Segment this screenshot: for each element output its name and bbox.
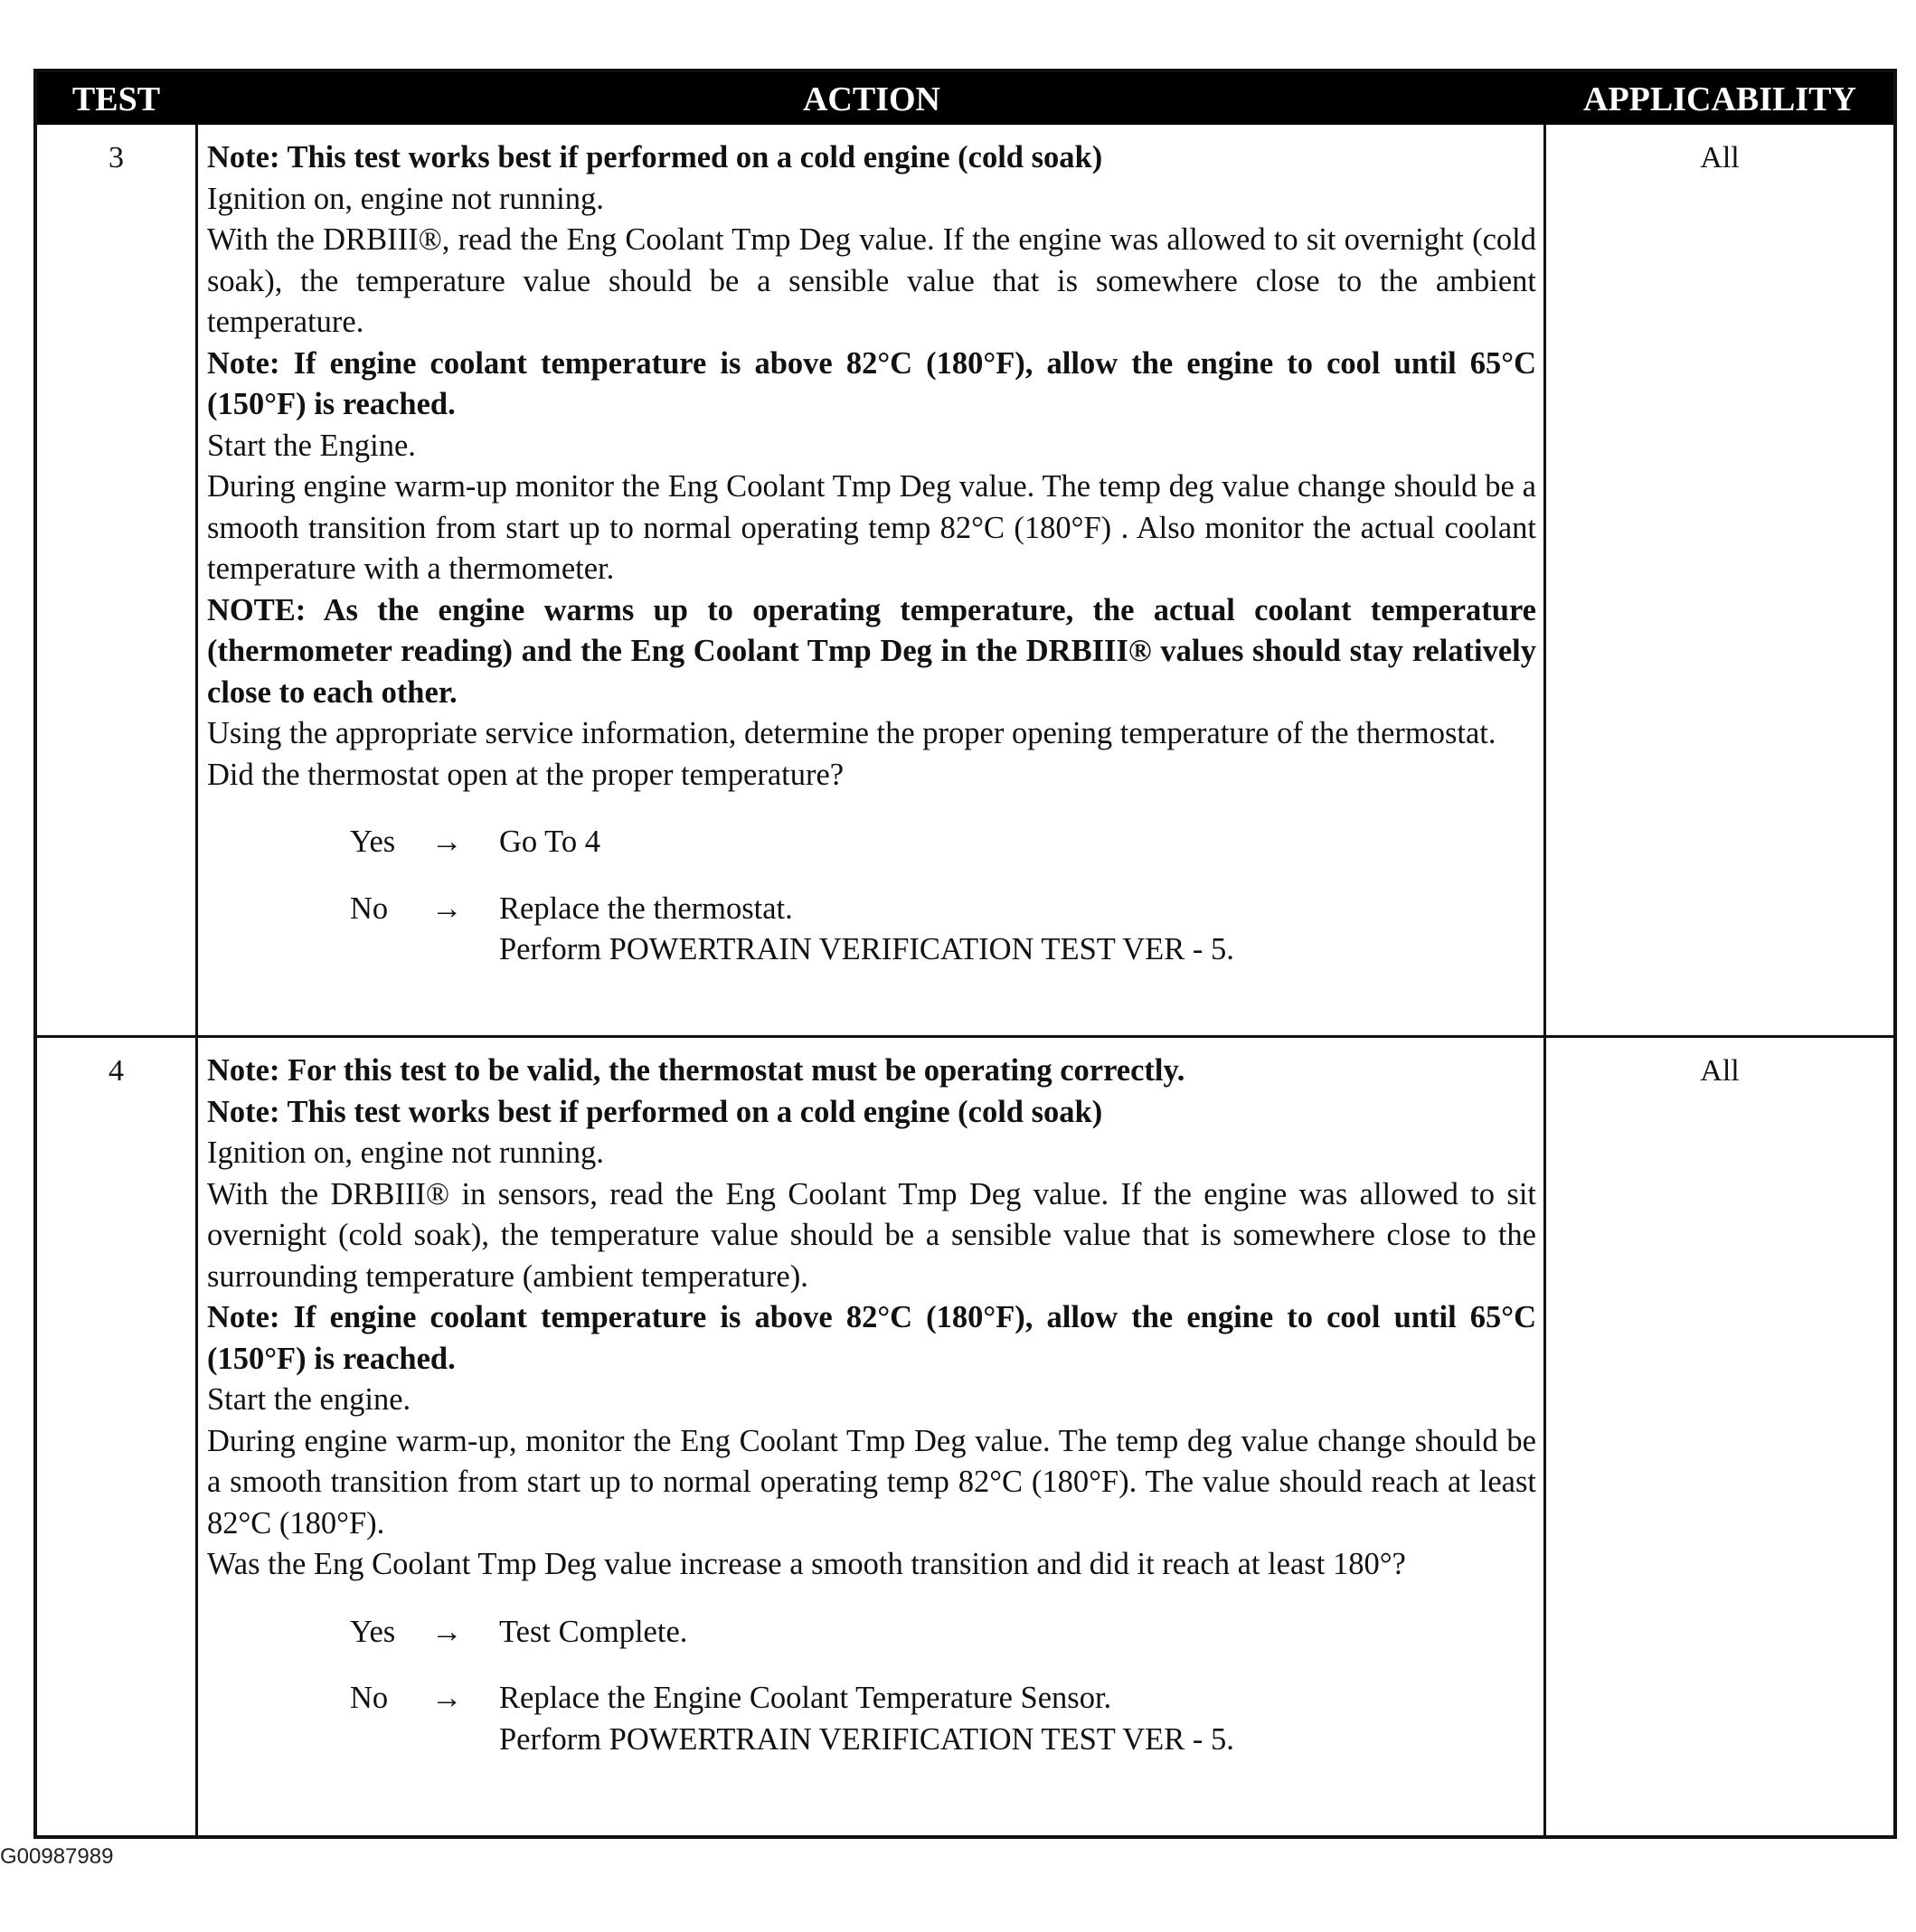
answer-result-line: Perform POWERTRAIN VERIFICATION TEST VER - 5. xyxy=(499,932,1234,966)
instruction-line: Was the Eng Coolant Tmp Deg value increase a smooth transition and did it reach at least 180°? xyxy=(207,1547,1406,1581)
test-number: 4 xyxy=(109,1054,124,1088)
answer-result-line: Replace the Engine Coolant Temperature Sensor. xyxy=(499,1681,1112,1715)
figure-id: G00987989 xyxy=(0,1844,114,1869)
instruction-line: Ignition on, engine not running. xyxy=(207,1136,604,1170)
header-action: ACTION xyxy=(802,80,941,118)
diagnostic-test-table xyxy=(33,69,1897,1839)
note-line: Note: If engine coolant temperature is above 82°C (180°F), allow the engine to cool until 65°C (150°F) is reached. xyxy=(207,345,1536,421)
answer-label: No xyxy=(350,1681,389,1715)
applicability-cell: All xyxy=(1700,1054,1740,1088)
note-line: Note: For this test to be valid, the thermostat must be operating correctly. xyxy=(207,1053,1185,1088)
answer-yes xyxy=(350,822,1536,863)
answer-result-line: Replace the thermostat. xyxy=(499,891,793,926)
test-number: 3 xyxy=(109,141,124,174)
answer-result-line: Go To 4 xyxy=(499,825,600,859)
instruction-line: With the DRBIII®, read the Eng Coolant Tmp Deg value. If the engine was allowed to sit overnight (cold soak), the temperature value should be a sensible value that is somewhere close to the ambient temperature. xyxy=(207,222,1536,339)
instruction-line: Did the thermostat open at the proper temperature? xyxy=(207,757,845,792)
instruction-line: Using the appropriate service information, determine the proper opening temperature of the thermostat. xyxy=(207,716,1496,750)
answer-result-line: Test Complete. xyxy=(499,1614,688,1649)
note-line: Note: This test works best if performed on a cold engine (cold soak) xyxy=(207,140,1103,174)
instruction-line: Start the engine. xyxy=(207,1382,411,1417)
answer-no xyxy=(350,1678,1536,1760)
arrow-right-icon: → xyxy=(431,1614,463,1649)
note-line: NOTE: As the engine warms up to operating temperature, the actual coolant temperature (thermometer reading) and the Eng Coolant Tmp Deg in the DRBIII® values should stay relatively close to each other. xyxy=(207,592,1536,710)
action-cell xyxy=(207,1051,1536,1786)
instruction-line: Start the Engine. xyxy=(207,428,416,463)
answer-result xyxy=(499,1678,1234,1760)
answer-label: No xyxy=(350,891,389,926)
instruction-line: With the DRBIII® in sensors, read the Eng Coolant Tmp Deg value. If the engine was allowed to sit overnight (cold soak), the temperature value should be a sensible value that is somewhere close to the surrounding temperature (ambient temperature). xyxy=(207,1176,1536,1294)
header-applicability: APPLICABILITY xyxy=(1583,80,1856,118)
table-header xyxy=(37,72,1893,125)
arrow-right-icon: → xyxy=(431,1681,463,1715)
answer-result-line: Perform POWERTRAIN VERIFICATION TEST VER - 5. xyxy=(499,1721,1234,1757)
note-line: Note: If engine coolant temperature is above 82°C (180°F), allow the engine to cool until 65°C (150°F) is reached. xyxy=(207,1300,1536,1376)
table-row xyxy=(37,125,1893,1035)
answer-result xyxy=(499,1612,687,1654)
note-line: Note: This test works best if performed on a cold engine (cold soak) xyxy=(207,1094,1103,1129)
answer-no xyxy=(350,889,1536,971)
answer-result xyxy=(499,822,600,863)
table-row xyxy=(37,1038,1893,1835)
action-text xyxy=(207,1051,1536,1586)
arrow-right-icon: → xyxy=(431,825,463,859)
answer-yes xyxy=(350,1612,1536,1654)
answer-label: Yes xyxy=(350,1614,396,1649)
answer-result xyxy=(499,889,1234,971)
action-text xyxy=(207,137,1536,796)
arrow-right-icon: → xyxy=(431,891,463,926)
instruction-line: Ignition on, engine not running. xyxy=(207,181,604,216)
instruction-line: During engine warm-up, monitor the Eng Coolant Tmp Deg value. The temp deg value change should be a smooth transition from start up to normal operating temp 82°C (180°F). The value should reach at least 82°C (180°F). xyxy=(207,1423,1536,1541)
action-cell xyxy=(207,137,1536,996)
instruction-line: During engine warm-up monitor the Eng Coolant Tmp Deg value. The temp deg value change should be a smooth transition from start up to normal operating temp 82°C (180°F) . Also monitor the actual coolant temperature with a thermometer. xyxy=(207,469,1536,586)
header-test: TEST xyxy=(71,80,161,118)
answer-list xyxy=(350,822,1536,971)
applicability-cell: All xyxy=(1700,141,1740,174)
answer-label: Yes xyxy=(350,825,396,859)
answer-list xyxy=(350,1612,1536,1761)
